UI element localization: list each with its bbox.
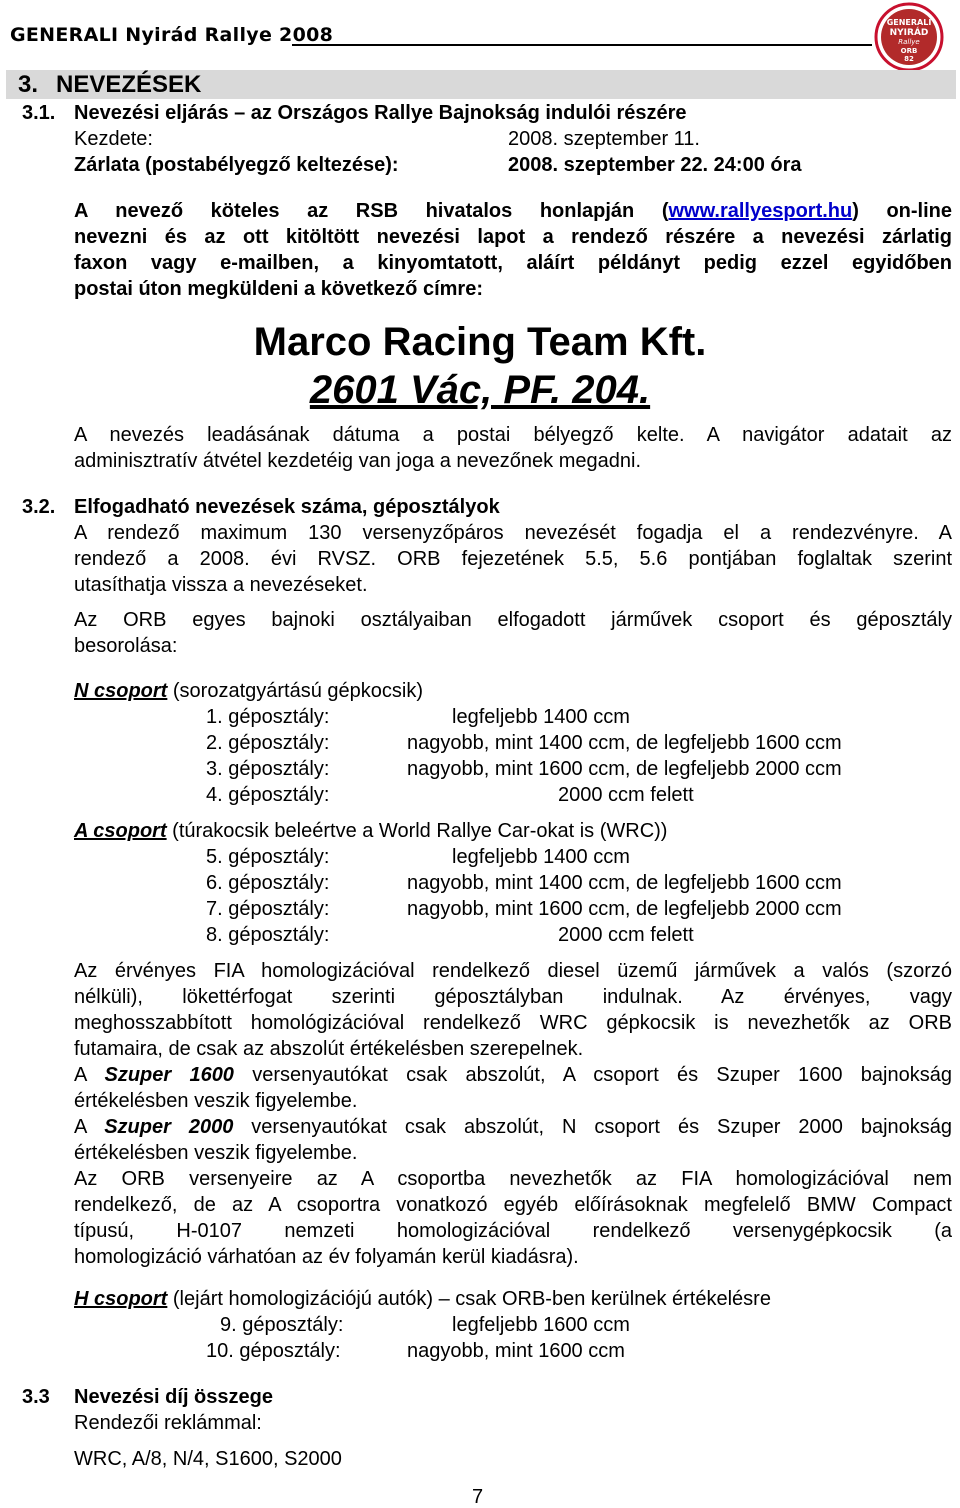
class-label: 1. géposztály:: [206, 706, 330, 728]
address-city: 2601 Vác, PF. 204.: [309, 368, 651, 412]
class-value: legfeljebb 1400 ccm: [452, 846, 630, 868]
logo-text-5: 82: [904, 55, 914, 63]
group-h-name: H csoport: [74, 1288, 168, 1310]
class-label: 10. géposztály:: [206, 1340, 341, 1362]
fia-para-line-4: futamaira, de csak az abszolút értékelésben szerepelnek.: [74, 1038, 584, 1060]
fee-subheading: Rendezői reklámmal:: [74, 1412, 262, 1434]
entry-para-text-b: ) on-line: [852, 200, 952, 222]
class-value: nagyobb, mint 1400 ccm, de legfeljebb 1600 ccm: [407, 872, 842, 894]
class-value: nagyobb, mint 1600 ccm: [407, 1340, 625, 1362]
entry-para-line-3: faxon vagy e-mailben, a kinyomtatott, aláírt példányt pedig ezzel egyidőben: [74, 252, 952, 274]
s2000-line-1: [74, 1114, 952, 1140]
subsection-title-3-2: Elfogadható nevezések száma, géposztályok: [74, 496, 500, 518]
class-label: 4. géposztály:: [206, 784, 330, 806]
entry-para-line-4: postai úton megküldeni a következő címre:: [74, 278, 483, 300]
group-n-desc: (sorozatgyártású gépkocsik): [167, 680, 424, 702]
header-rule: [292, 44, 872, 46]
max-entries-line-1: A rendező maximum 130 versenyzőpáros nevezését fogadja el a rendezvényre. A: [74, 522, 952, 544]
class-label: 7. géposztály:: [206, 898, 330, 920]
group-a-desc: (túrakocsik beleértve a World Rallye Car-okat is (WRC)): [166, 820, 668, 842]
class-value: 2000 ccm felett: [558, 784, 694, 806]
logo-text-3: Rallye: [898, 38, 920, 46]
subsection-number-3-2: 3.2.: [22, 496, 56, 518]
s2000-name: Szuper 2000: [104, 1116, 234, 1138]
group-a-heading: [74, 818, 667, 844]
s2000-text-a: A: [74, 1116, 105, 1138]
header-title: GENERALI Nyirád Rallye 2008: [10, 24, 334, 46]
max-entries-line-2: rendező a 2008. évi RVSZ. ORB fejezetének 5.5, 5.6 pontjában foglaltak szerint: [74, 548, 952, 570]
class-value: legfeljebb 1600 ccm: [452, 1314, 630, 1336]
logo-text-1: GENERALI: [886, 18, 932, 27]
start-value: 2008. szeptember 11.: [508, 128, 700, 150]
group-n-heading: [74, 678, 423, 704]
fia-para-line-2: nélküli), lökettérfogat szerinti géposztályban indulnak. Az érvényes, vagy: [74, 986, 952, 1008]
group-a-name: A csoport: [74, 820, 167, 842]
subsection-title-3-1: Nevezési eljárás – az Országos Rallye Bajnokság indulói részére: [74, 102, 687, 124]
date-para-line-2: adminisztratív átvétel kezdetéig van joga a nevezőnek megadni.: [74, 450, 642, 472]
s1600-name: Szuper 1600: [104, 1064, 234, 1086]
s1600-text-a: A: [74, 1064, 105, 1086]
logo-text-4: ORB: [900, 47, 918, 55]
page-number: 7: [472, 1486, 484, 1508]
orb-para-line-4: homologizáció várhatóan az év folyamán kerül kiadásra).: [74, 1246, 579, 1268]
class-value: nagyobb, mint 1400 ccm, de legfeljebb 1600 ccm: [407, 732, 842, 754]
subsection-title-3-3: Nevezési díj összege: [74, 1386, 273, 1408]
classification-line-2: besorolása:: [74, 635, 178, 657]
class-label: 5. géposztály:: [206, 846, 330, 868]
class-value: 2000 ccm felett: [558, 924, 694, 946]
s2000-text-c: versenyautókat csak abszolút, N csoport és Szuper 2000 bajnokság: [233, 1116, 952, 1138]
close-value: 2008. szeptember 22. 24:00 óra: [508, 154, 802, 176]
s1600-text-c: versenyautókat csak abszolút, A csoport és Szuper 1600 bajnokság: [233, 1064, 952, 1086]
date-para-line-1: A nevezés leadásának dátuma a postai bélyegző kelte. A navigátor adatait az: [74, 424, 952, 446]
fia-para-line-1: Az érvényes FIA homologizációval rendelkező diesel üzemű járművek a valós (szorzó: [74, 960, 952, 982]
class-value: nagyobb, mint 1600 ccm, de legfeljebb 2000 ccm: [407, 898, 842, 920]
rallye-logo: [874, 2, 944, 72]
orb-para-line-3: típusú, H-0107 nemzeti homologizációval rendelkező versenygépkocsik (a: [74, 1220, 952, 1242]
start-label: Kezdete:: [74, 128, 153, 150]
entry-para-line-2: nevezni és az ott kitöltött nevezési lapot a rendező részére a nevezési zárlatig: [74, 226, 952, 248]
s1600-line-2: értékelésben veszik figyelembe.: [74, 1090, 358, 1112]
entry-para-line-1: [74, 198, 952, 224]
class-label: 8. géposztály:: [206, 924, 330, 946]
class-label: 2. géposztály:: [206, 732, 330, 754]
entry-para-text-a: A nevező köteles az RSB hivatalos honlapján (: [74, 200, 669, 222]
section-number: 3.: [18, 71, 39, 98]
group-h-desc: (lejárt homologizációjú autók) – csak ORB-ben kerülnek értékelésre: [167, 1288, 771, 1310]
address-name: Marco Racing Team Kft.: [253, 320, 707, 364]
page-header: [0, 0, 960, 64]
group-n-name: N csoport: [74, 680, 168, 702]
classification-line-1: Az ORB egyes bajnoki osztályaiban elfogadott járművek csoport és géposztály: [74, 609, 952, 631]
s2000-line-2: értékelésben veszik figyelembe.: [74, 1142, 358, 1164]
group-h-heading: [74, 1286, 771, 1312]
logo-text-2: NYIRÁD: [889, 28, 929, 38]
fia-para-line-3: meghosszabbított homológizációval rendelkező WRC gépkocsik is nevezhetők az ORB: [74, 1012, 952, 1034]
class-value: legfeljebb 1400 ccm: [452, 706, 630, 728]
rsb-website-link[interactable]: www.rallyesport.hu: [668, 200, 853, 222]
section-title: NEVEZÉSEK: [56, 71, 202, 98]
close-label: Zárlata (postabélyegző keltezése):: [74, 154, 399, 176]
subsection-number-3-3: 3.3: [22, 1386, 50, 1408]
class-value: nagyobb, mint 1600 ccm, de legfeljebb 2000 ccm: [407, 758, 842, 780]
class-label: 6. géposztály:: [206, 872, 330, 894]
orb-para-line-2: rendelkező, de az A csoportra vonatkozó egyéb előírásoknak megfelelő BMW Compact: [74, 1194, 952, 1216]
section-heading: [18, 70, 201, 99]
class-label: 3. géposztály:: [206, 758, 330, 780]
fee-classes: WRC, A/8, N/4, S1600, S2000: [74, 1448, 342, 1470]
max-entries-line-3: utasíthatja vissza a nevezéseket.: [74, 574, 368, 596]
s1600-line-1: [74, 1062, 952, 1088]
class-label: 9. géposztály:: [220, 1314, 344, 1336]
orb-para-line-1: Az ORB versenyeire az A csoportba nevezhetők az FIA homologizációval nem: [74, 1168, 952, 1190]
subsection-number-3-1: 3.1.: [22, 102, 56, 124]
